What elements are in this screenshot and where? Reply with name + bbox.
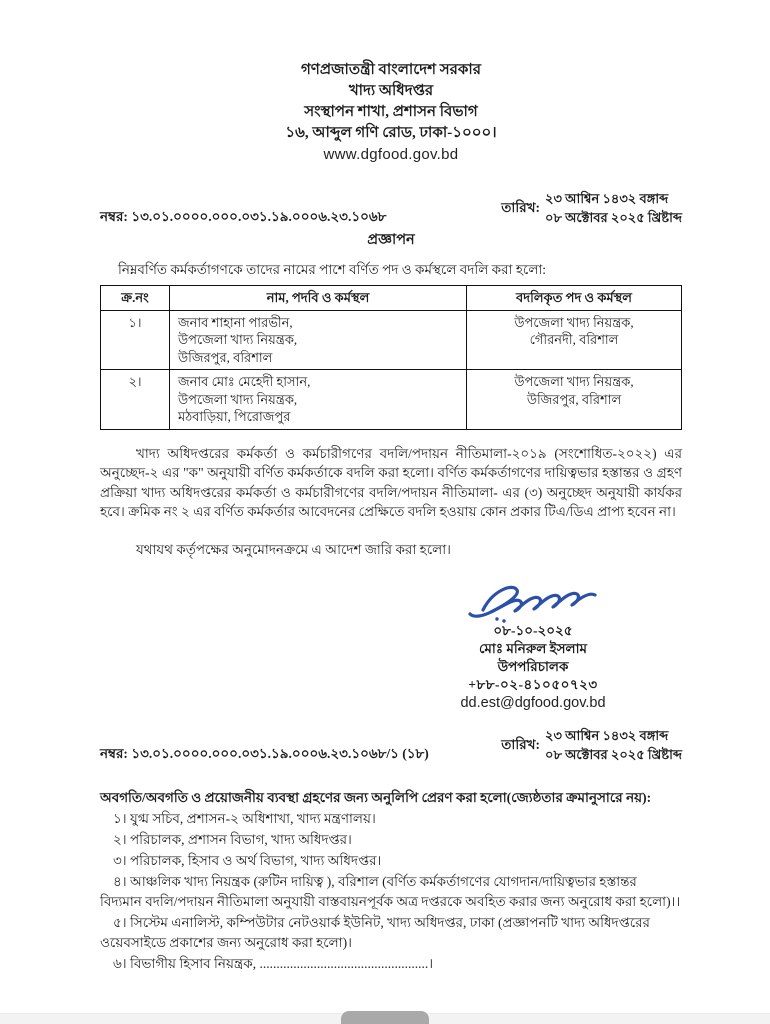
office-address: ১৬, আব্দুল গণি রোড, ঢাকা-১০০০।	[285, 125, 497, 141]
signatory-phone: +৮৮-০২-৪১০৫০৭২৩	[468, 676, 598, 692]
row1-serial: ১।	[101, 310, 170, 370]
drag-handle[interactable]	[341, 1011, 429, 1024]
section-name: সংস্থাপন শাখা, প্রশাসন বিভাগ	[304, 104, 478, 120]
memo-number-value: ১৩.০১.০০০০.০০০.০৩১.১৯.০০০৬.২৩.১০৬৮/১ (১৮)	[131, 745, 429, 761]
signatory-name: মোঃ মনিরুল ইসলাম	[478, 640, 588, 656]
memo-number-2	[100, 744, 429, 764]
row2-serial: ২।	[101, 370, 170, 430]
memo-meta-row-1	[100, 189, 682, 227]
row1-name-line2: উপজেলা খাদ্য নিয়ন্ত্রক,	[178, 332, 298, 347]
distribution-list	[100, 788, 682, 974]
date-label: তারিখ:	[501, 199, 540, 215]
row2-newpost-line1: উপজেলা খাদ্য নিয়ন্ত্রক,	[514, 374, 634, 389]
memo-number-value: ১৩.০১.০০০০.০০০.০৩১.১৯.০০০৬.২৩.১০৬৮	[131, 208, 387, 224]
distribution-item-6: ৬। বিভাগীয় হিসাব নিয়ন্ত্রক, ..................................................।	[113, 955, 434, 971]
row1-newpost-cell	[467, 310, 682, 370]
date-bangla: ২৩ আশ্বিন ১৪৩২ বঙ্গাব্দ	[545, 191, 669, 206]
col-header-new-post: বদলিকৃত পদ ও কর্মস্থল	[467, 286, 682, 311]
col-header-serial: ক্র.নং	[101, 286, 170, 311]
distribution-item-1: ১। যুগ্ম সচিব, প্রশাসন-২ অধিশাখা, খাদ্য মন্ত্রণালয়।	[113, 810, 376, 826]
date-bangla: ২৩ আশ্বিন ১৪৩২ বঙ্গাব্দ	[545, 727, 669, 743]
date-gregorian: ০৮ অক্টোবর ২০২৫ খ্রিষ্টাব্দ	[545, 746, 682, 762]
body-paragraph: খাদ্য অধিদপ্তরের কর্মকর্তা ও কর্মচারীগণের বদলি/পদায়ন নীতিমালা-২০১৯ (সংশোধিত-২০২২) এর অনুচ্ছেদ-২ এর "ক" অনুযায়ী বর্ণিত কর্মকর্তাকে বদলি করা হলো। বর্ণিত কর্মকর্তাগণের দায়িত্বভার হস্তান্তর ও গ্রহণ প্রক্রিয়া খাদ্য অধিদপ্তরের কর্মকর্তা ও কর্মচারীগণের বদলি/পদায়ন নীতিমালা- এর (৩) অনুচ্ছেদ অনুযায়ী কার্যকর হবে। ক্রমিক নং ২ এর বর্ণিত কর্মকর্তার আবেদনের প্রেক্ষিতে বদলি হওয়ায় কোন প্রকার টিএ/ডিএ প্রাপ্য হবেন না।	[100, 445, 682, 519]
govt-name: গণপ্রজাতন্ত্রী বাংলাদেশ সরকার	[300, 62, 482, 78]
distribution-item-2: ২। পরিচালক, প্রশাসন বিভাগ, খাদ্য অধিদপ্তর।	[113, 831, 352, 847]
date-gregorian: ০৮ অক্টোবর ২০২৫ খ্রিষ্টাব্দ	[545, 210, 682, 225]
date-stack	[545, 189, 682, 227]
website-text: www.dgfood.gov.bd	[323, 146, 459, 163]
row2-name-line3: মঠবাড়িয়া, পিরোজপুর	[178, 409, 291, 424]
signature-block	[398, 578, 668, 712]
row2-newpost-cell	[467, 370, 682, 430]
signature-date: ০৮-১০-২০২৫	[493, 622, 573, 638]
row2-name-line1: জনাব মোঃ মেহেদী হাসান,	[178, 374, 311, 389]
distribution-item-3: ৩। পরিচালক, হিসাব ও অর্থ বিভাগ, খাদ্য অধিদপ্তর।	[113, 852, 382, 868]
memo-number-label: নম্বর:	[100, 745, 128, 761]
order-line: যথাযথ কর্তৃপক্ষের অনুমোদনক্রমে এ আদেশ জারি করা হলো।	[136, 541, 451, 557]
document-title: প্রজ্ঞাপন	[367, 232, 415, 248]
row1-newpost-line2: গৌরনদী, বরিশাল	[529, 332, 619, 347]
table-row	[101, 310, 682, 370]
row2-name-line2: উপজেলা খাদ্য নিয়ন্ত্রক,	[178, 391, 298, 407]
date-stack	[545, 726, 682, 764]
signatory-designation: উপপরিচালক	[497, 658, 569, 674]
office-name: খাদ্য অধিদপ্তর	[348, 83, 434, 99]
memo-meta-row-2	[100, 726, 682, 764]
row1-newpost-line1: উপজেলা খাদ্য নিয়ন্ত্রক,	[514, 314, 634, 330]
distribution-item-5: ৫। সিস্টেম এনালিস্ট, কম্পিউটার নেটওয়ার্ক ইউনিট, খাদ্য অধিদপ্তর, ঢাকা (প্রজ্ঞাপনটি খাদ্য অধিদপ্তরের ওয়েবসাইডে প্রকাশের জন্য অনুরোধ করা হলো)।	[100, 914, 650, 950]
row1-name-cell	[170, 310, 467, 370]
row2-newpost-line2: উজিরপুর, বরিশাল	[526, 391, 622, 407]
handwritten-signature	[453, 578, 613, 624]
row1-name-line3: উজিরপুর, বরিশাল	[178, 349, 273, 365]
transfer-table	[100, 285, 682, 430]
row1-name-line1: জনাব শাহানা পারভীন,	[178, 314, 293, 330]
date-label: তারিখ:	[501, 736, 540, 752]
intro-line: নিম্নবর্ণিত কর্মকর্তাগণকে তাদের নামের পাশে বর্ণিত পদ ও কর্মস্থলে বদলি করা হলো:	[118, 261, 547, 277]
memo-number-label: নম্বর:	[100, 208, 128, 224]
row2-name-cell	[170, 370, 467, 430]
signatory-email: dd.est@dgfood.gov.bd	[460, 694, 606, 711]
date-block-1	[501, 189, 682, 227]
distribution-heading: অবগতি/অবগতি ও প্রয়োজনীয় ব্যবস্থা গ্রহণের জন্য অনুলিপি প্রেরণ করা হলো(জ্যেষ্ঠতার ক্রমানুসারে নয়):	[100, 789, 652, 805]
date-block-2	[501, 726, 682, 764]
col-header-name: নাম, পদবি ও কর্মস্থল	[170, 286, 467, 311]
distribution-item-4: ৪। আঞ্চলিক খাদ্য নিয়ন্ত্রক (রুটিন দায়িত্ব ), বরিশাল (বর্ণিত কর্মকর্তাগণের যোগদান/দায়িত্বভার হস্তান্তর বিদ্যমান বদলি/পদায়ন নীতিমালা অনুযায়ী বাস্তবায়নপূর্বক অত্র দপ্তরকে অবহিত করার জন্য অনুরোধ করা হলো)।।	[100, 873, 681, 909]
memo-number-1	[100, 207, 386, 227]
letterhead	[100, 60, 682, 165]
table-row	[101, 370, 682, 430]
table-header-row	[101, 286, 682, 311]
